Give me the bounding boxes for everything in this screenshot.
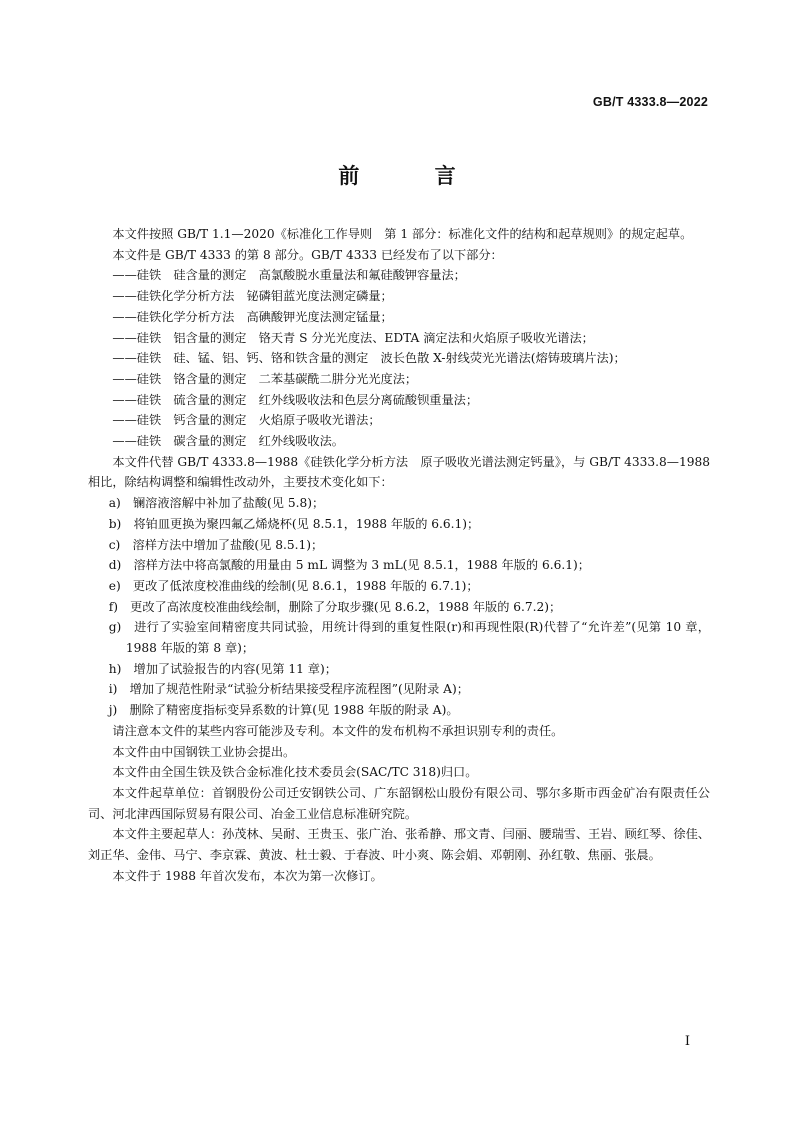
change-item-f: f) 更改了高浓度校准曲线绘制，删除了分取步骤(见 8.6.2，1988 年版的 6.7.2)； xyxy=(108,599,562,614)
change-item-a: a) 镧溶液溶解中补加了盐酸(见 5.8)； xyxy=(108,496,325,511)
change-item-j: j) 删除了精密度指标变异系数的计算(见 1988 年版的附录 A)。 xyxy=(108,703,459,718)
change-item-b: b) 将铂皿更换为聚四氟乙烯烧杯(见 8.5.1，1988 年版的 6.6.1)； xyxy=(108,516,480,531)
patent-notice: 请注意本文件的某些内容可能涉及专利。本文件的发布机构不承担识别专利的责任。 xyxy=(112,723,564,738)
part-list-item: ——硅铁 铝含量的测定 铬天青 S 分光光度法、EDTA 滴定法和火焰原子吸收光谱法； xyxy=(112,330,594,345)
series-paragraph: 本文件是 GB/T 4333 的第 8 部分。GB/T 4333 已经发布了以下部分： xyxy=(112,247,503,262)
part-list-item: ——硅铁 硅含量的测定 高氯酸脱水重量法和氟硅酸钾容量法； xyxy=(112,268,466,283)
page-title: 前 言 xyxy=(338,163,490,188)
part-list-item: ——硅铁 硫含量的测定 红外线吸收法和色层分离硫酸钡重量法； xyxy=(112,392,479,407)
technical-committee: 本文件由全国生铁及铁合金标准化技术委员会(SAC/TC 318)归口。 xyxy=(112,765,478,780)
part-list-item: ——硅铁化学分析方法 铋磷钼蓝光度法测定磷量； xyxy=(112,289,393,304)
part-list-item: ——硅铁化学分析方法 高碘酸钾光度法测定锰量； xyxy=(112,309,393,324)
change-item-h: h) 增加了试验报告的内容(见第 11 章)； xyxy=(108,661,337,676)
part-list-item: ——硅铁 硅、锰、铝、钙、铬和铁含量的测定 波长色散 X-射线荧光光谱法(熔铸玻璃片法)； xyxy=(112,351,626,366)
main-drafters: 本文件主要起草人：孙茂林、吴耐、王贵玉、张广治、张希静、邢文青、闫丽、腰瑞雪、王岩、顾红琴、徐佳、刘正华、金伟、马宁、李京霖、黄波、杜士毅、于春波、叶小爽、陈会娟、邓朝刚、孙红敬、焦丽、张晨。 xyxy=(88,827,710,863)
standard-code: GB/T 4333.8—2022 xyxy=(592,95,708,109)
proposed-by: 本文件由中国钢铁工业协会提出。 xyxy=(112,744,296,759)
page-number: I xyxy=(684,1034,690,1049)
foreword-body xyxy=(88,224,710,887)
publication-history: 本文件于 1988 年首次发布，本次为第一次修订。 xyxy=(112,868,383,883)
part-list-item: ——硅铁 钙含量的测定 火焰原子吸收光谱法； xyxy=(112,413,381,428)
change-item-g: g) 进行了实验室间精密度共同试验，用统计得到的重复性限(r)和再现性限(R)代替了“允许差”(见第 10 章，1988 年版的第 8 章)； xyxy=(108,620,710,656)
part-list-item: ——硅铁 碳含量的测定 红外线吸收法。 xyxy=(112,434,344,449)
change-item-d: d) 溶样方法中将高氯酸的用量由 5 mL 调整为 3 mL(见 8.5.1，1988 年版的 6.6.1)； xyxy=(108,558,590,573)
change-item-c: c) 溶样方法中增加了盐酸(见 8.5.1)； xyxy=(108,537,324,552)
change-item-i: i) 增加了规范性附录“试验分析结果接受程序流程图”(见附录 A)； xyxy=(108,682,469,697)
drafting-units: 本文件起草单位：首钢股份公司迁安钢铁公司、广东韶钢松山股份有限公司、鄂尔多斯市西金矿冶有限责任公司、河北津西国际贸易有限公司、冶金工业信息标准研究院。 xyxy=(88,785,710,821)
change-item-e: e) 更改了低浓度校准曲线的绘制(见 8.6.1，1988 年版的 6.7.1)； xyxy=(108,578,479,593)
replacement-paragraph: 本文件代替 GB/T 4333.8—1988《硅铁化学分析方法 原子吸收光谱法测定钙量》，与 GB/T 4333.8—1988 相比，除结构调整和编辑性改动外，主要技术变化如下： xyxy=(88,454,710,490)
drafting-rule-paragraph: 本文件按照 GB/T 1.1—2020《标准化工作导则 第 1 部分：标准化文件的结构和起草规则》的规定起草。 xyxy=(112,227,693,241)
part-list-item: ——硅铁 铬含量的测定 二苯基碳酰二肼分光光度法； xyxy=(112,371,418,386)
